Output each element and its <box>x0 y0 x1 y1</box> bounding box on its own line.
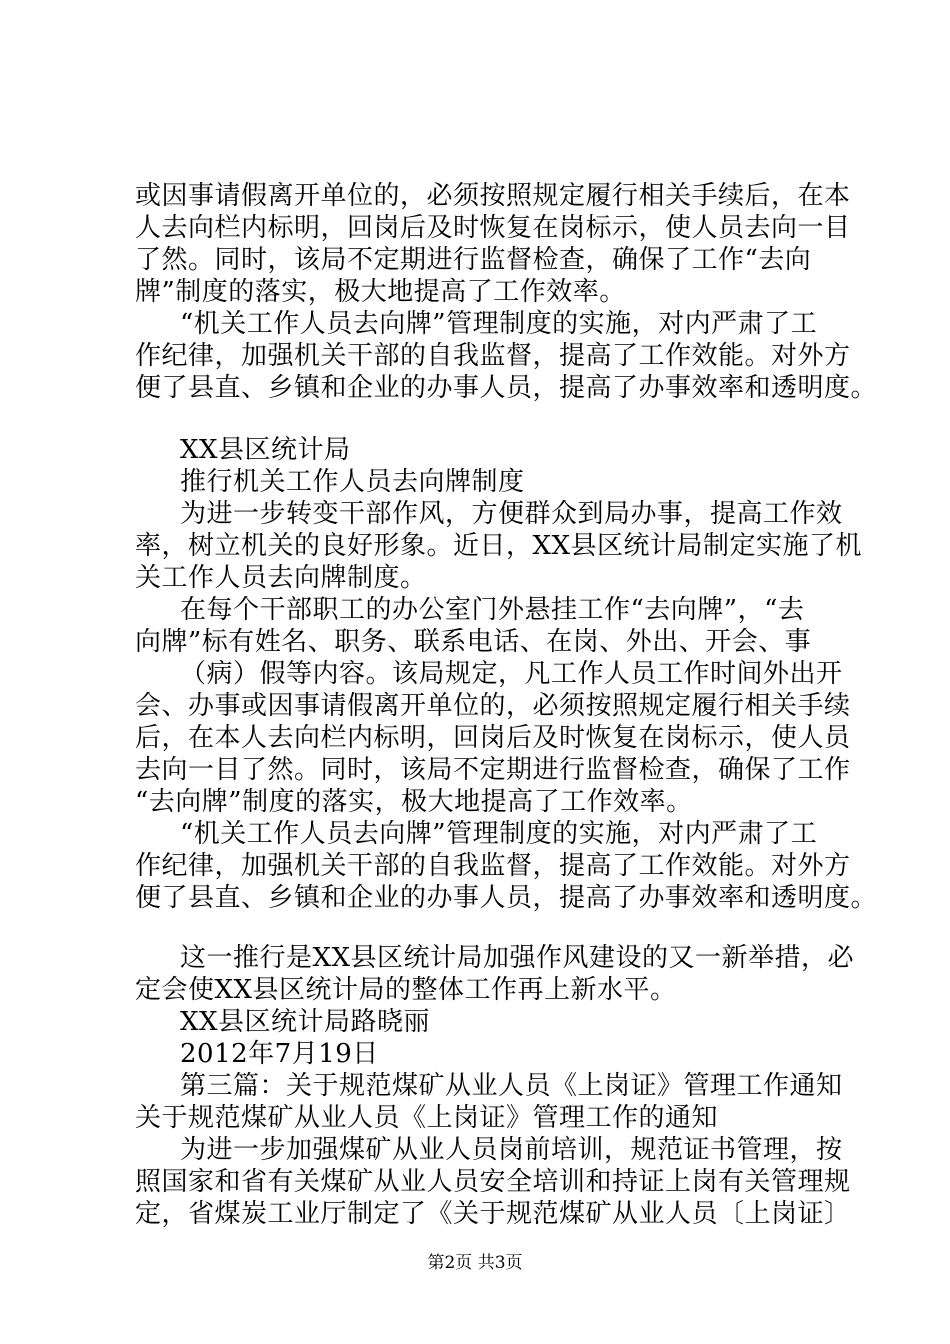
body-text-line: 人去向栏内标明，回岗后及时恢复在岗标示，使人员去向一目 <box>135 213 851 243</box>
body-text-line: 定会使XX县区统计局的整体工作再上新水平。 <box>135 975 677 1005</box>
body-text-line: “去向牌”制度的落实，极大地提高了工作效率。 <box>135 787 693 817</box>
body-text-line: 牌”制度的落实，极大地提高了工作效率。 <box>135 277 626 307</box>
body-text-line: 定，省煤炭工业厅制定了《关于规范煤矿从业人员〔上岗证〕 <box>135 1199 851 1229</box>
body-text-line: 作纪律，加强机关干部的自我监督，提高了工作效能。对外方 <box>135 851 851 881</box>
body-text-line: 作纪律，加强机关干部的自我监督，提高了工作效能。对外方 <box>135 341 851 371</box>
body-text-line: “机关工作人员去向牌”管理制度的实施，对内严肃了工 <box>180 309 818 339</box>
body-text-line: 为进一步转变干部作风，方便群众到局办事，提高工作效 <box>180 499 843 529</box>
body-text-line: 照国家和省有关煤矿从业人员安全培训和持证上岗有关管理规 <box>135 1167 851 1197</box>
date-line: 2012年7月19日 <box>180 1039 379 1069</box>
body-text-line: 这一推行是XX县区统计局加强作风建设的又一新举措，必 <box>180 943 855 973</box>
body-text-line: 便了县直、乡镇和企业的办事人员，提高了办事效率和透明度。 <box>135 883 878 913</box>
body-text-line: 便了县直、乡镇和企业的办事人员，提高了办事效率和透明度。 <box>135 373 878 403</box>
body-text-line: 了然。同时，该局不定期进行监督检查，确保了工作“去向 <box>135 245 812 275</box>
section-subheading: 关于规范煤矿从业人员《上岗证》管理工作的通知 <box>135 1103 719 1133</box>
signature-line: XX县区统计局路晓丽 <box>180 1007 431 1037</box>
heading-title: 推行机关工作人员去向牌制度 <box>180 467 525 497</box>
body-text-line: 率，树立机关的良好形象。近日，XX县区统计局制定实施了机 <box>135 531 863 561</box>
body-text-line: 后，在本人去向栏内标明，回岗后及时恢复在岗标示，使人员 <box>135 723 851 753</box>
body-text-line: 为进一步加强煤矿从业人员岗前培训，规范证书管理，按 <box>180 1135 843 1165</box>
body-text-line: 会、办事或因事请假离开单位的，必须按照规定履行相关手续 <box>135 691 851 721</box>
body-text-line: （病）假等内容。该局规定，凡工作人员工作时间外出开 <box>180 659 843 689</box>
body-text-line: 向牌”标有姓名、职务、联系电话、在岗、外出、开会、事 <box>135 627 812 657</box>
page-footer: 第2页 共3页 <box>427 1253 523 1273</box>
body-text-line: 在每个干部职工的办公室门外悬挂工作“去向牌”，“去 <box>180 595 805 625</box>
body-text-line: 去向一目了然。同时，该局不定期进行监督检查，确保了工作 <box>135 755 851 785</box>
body-text-line: “机关工作人员去向牌”管理制度的实施，对内严肃了工 <box>180 819 818 849</box>
section-heading: 第三篇：关于规范煤矿从业人员《上岗证》管理工作通知 <box>180 1071 843 1101</box>
body-text-line: 或因事请假离开单位的，必须按照规定履行相关手续后，在本 <box>135 181 851 211</box>
body-text-line: 关工作人员去向牌制度。 <box>135 563 427 593</box>
heading-agency: XX县区统计局 <box>180 435 351 465</box>
